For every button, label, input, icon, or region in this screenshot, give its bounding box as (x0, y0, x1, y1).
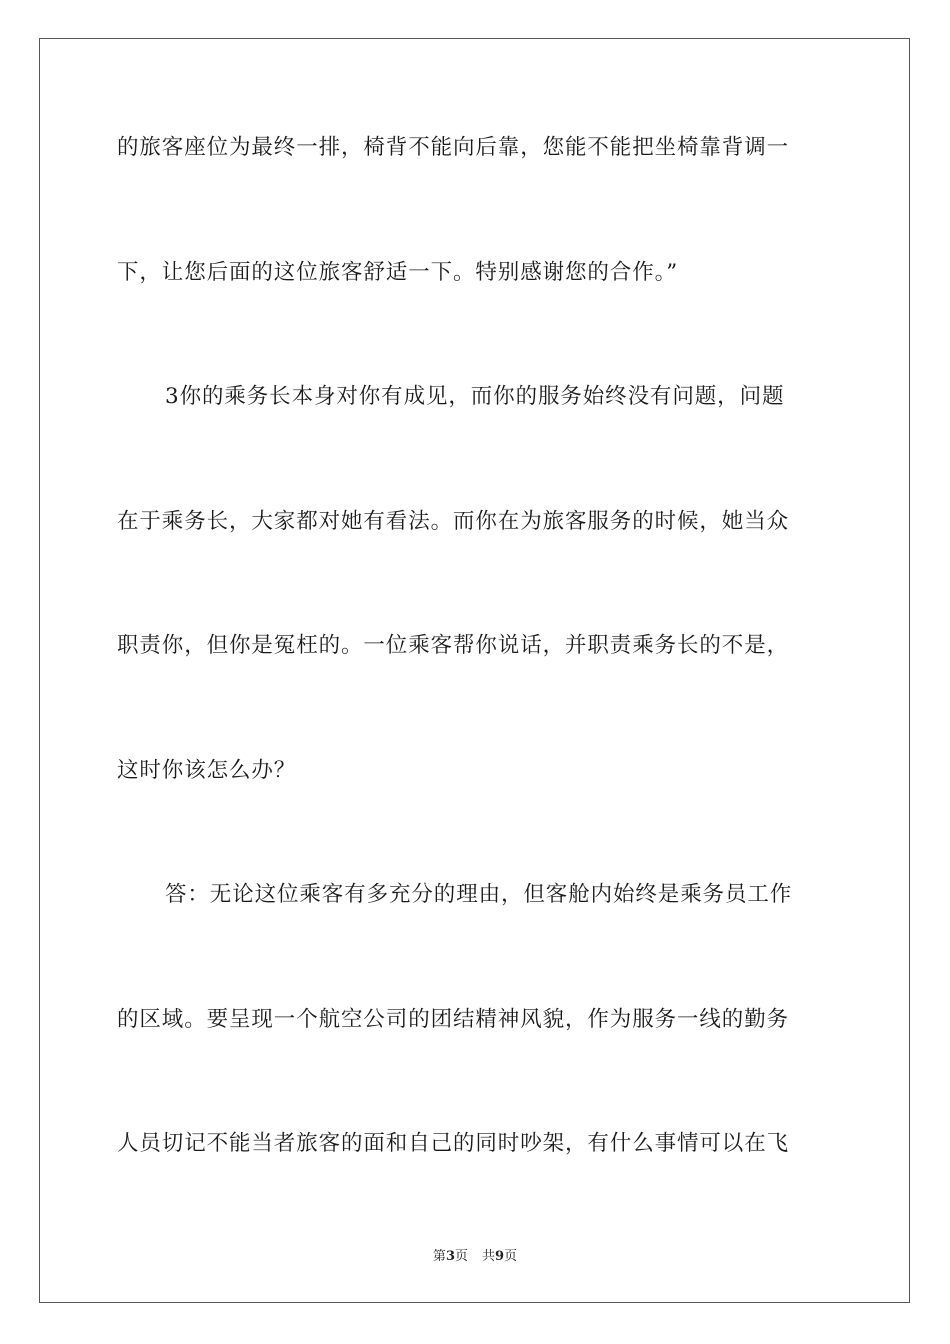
current-page-number: 3 (445, 1249, 455, 1264)
text-line: 下，让您后面的这位旅客舒适一下。特别感谢您的合作。” (117, 260, 679, 285)
text-line: 答：无论这位乘客有多充分的理由，但客舱内始终是乘务员工作 (165, 882, 793, 907)
page-suffix: 页 (454, 1249, 468, 1264)
total-page-count: 9 (495, 1249, 505, 1264)
text-line: 3你的乘务长本身对你有成见，而你的服务始终没有问题，问题 (165, 384, 785, 409)
text-line: 人员切记不能当者旅客的面和自己的同时吵架，有什么事情可以在飞 (117, 1131, 790, 1156)
page-footer (0, 1248, 950, 1266)
text-line: 职责你，但你是冤枉的。一位乘客帮你说话，并职责乘务长的不是， (117, 633, 790, 658)
text-line: 这时你该怎么办？ (117, 758, 297, 783)
page-prefix: 第 (432, 1249, 446, 1264)
text-line: 的旅客座位为最终一排，椅背不能向后靠，您能不能把坐椅靠背调一 (117, 135, 790, 160)
total-prefix: 共 (482, 1249, 496, 1264)
page-border (39, 38, 910, 1303)
total-suffix: 页 (504, 1249, 518, 1264)
text-line: 的区域。要呈现一个航空公司的团结精神风貌，作为服务一线的勤务 (117, 1007, 790, 1032)
text-line: 在于乘务长，大家都对她有看法。而你在为旅客服务的时候，她当众 (117, 509, 790, 534)
